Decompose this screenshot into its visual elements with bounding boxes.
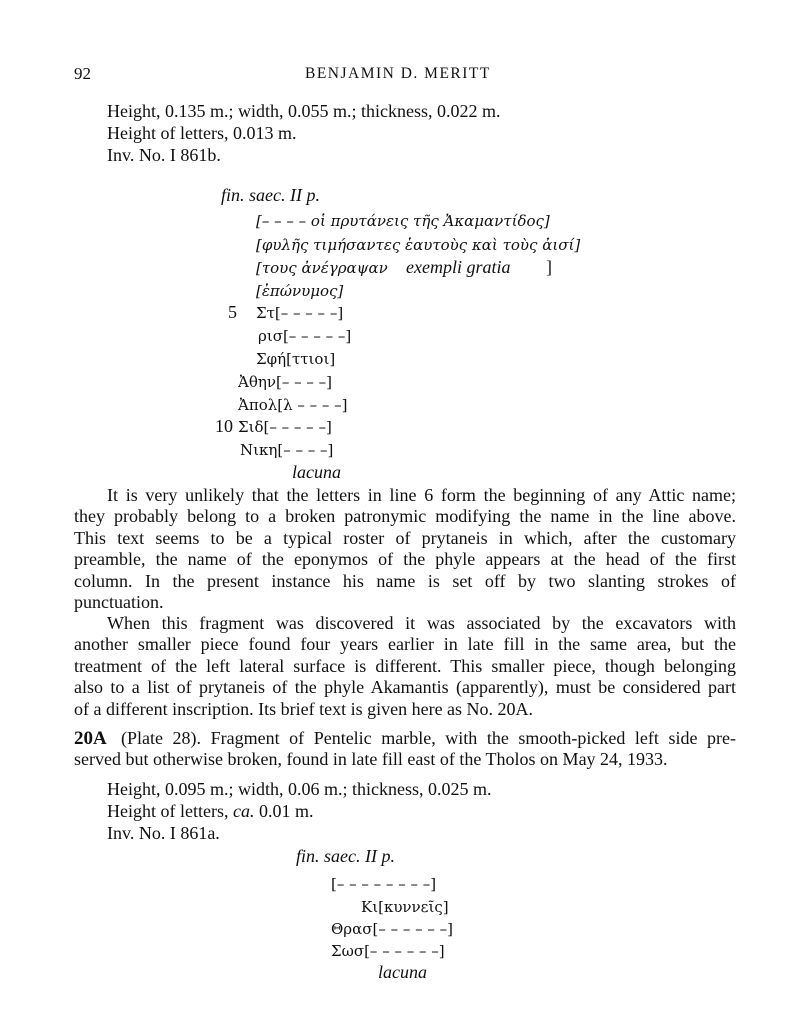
text-line: they probably belong to a broken patronymic modifying the name in the line above.	[74, 506, 736, 527]
inscription-line: [– – – – – – – –]	[331, 875, 437, 893]
inscription-line: [τους ἀνέγραψαν	[256, 259, 388, 277]
text-line: This text seems to be a typical roster of prytaneis in which, after the customary	[74, 527, 736, 548]
letter-height-20a	[107, 801, 313, 822]
entry-description-20a-cont	[74, 749, 736, 770]
line-number: 5	[228, 302, 237, 322]
inscription-line: ρισ[– – – – –]	[258, 327, 352, 345]
dimensions-20: Height, 0.135 m.; width, 0.055 m.; thickness, 0.022 m.	[107, 101, 501, 121]
lacuna-20: lacuna	[292, 462, 341, 482]
lacuna-20a: lacuna	[378, 962, 427, 982]
text-line: When this fragment was discovered it was associated by the excavators with	[107, 613, 736, 633]
letter-height-prefix: Height of letters,	[107, 801, 229, 821]
exempli-gratia: exempli gratia	[406, 257, 511, 277]
text-line: (Plate 28). Fragment of Pentelic marble, with the smooth-picked left side pre-	[121, 728, 736, 748]
inscription-line: Κι[κυννεῖς]	[361, 898, 449, 916]
page-number: 92	[74, 64, 91, 83]
inscription-line: Ἀπολ[λ – – – –]	[238, 396, 348, 414]
text-line: another smaller piece found four years earlier in late fill in the same area, but the	[74, 634, 736, 655]
inscription-line: [ἐπώνυμος]	[256, 282, 344, 300]
inscription-line: Σφή[ττιοι]	[256, 350, 336, 368]
inscription-line: [φυλῆς τιμήσαντες ἑαυτοὺς καὶ τοὺς ἀισί]	[256, 236, 581, 254]
text-line: of a different inscription. Its brief text is given here as No. 20A.	[74, 698, 534, 719]
dimensions-20a: Height, 0.095 m.; width, 0.06 m.; thickness, 0.025 m.	[107, 779, 492, 799]
line-number: 10	[215, 416, 233, 436]
entry-label-20a: 20A	[74, 728, 107, 749]
commentary-paragraph-1	[74, 485, 736, 613]
inscription-line: Νικη[– – – –]	[240, 441, 334, 459]
commentary-paragraph-2	[74, 613, 736, 720]
inscription-line: Στ[– – – – –]	[256, 304, 344, 322]
letter-height-value: 0.01 m.	[258, 801, 314, 821]
text-line: column. In the present instance his name is set off by two slanting strokes of	[74, 570, 736, 591]
text-line: It is very unlikely that the letters in line 6 form the beginning of any Attic name;	[107, 485, 736, 505]
inventory-20: Inv. No. I 861b.	[107, 145, 221, 165]
inscription-line: [– – – – οἱ πρυτάνεις τῆς Ἀκαμαντίδος]	[256, 212, 550, 230]
text-line: punctuation.	[74, 591, 164, 612]
closing-bracket: ]	[546, 257, 552, 277]
text-line: preamble, the name of the eponymos of the phyle appears at the head of the first	[74, 549, 736, 570]
date-20a: fin. saec. II p.	[296, 846, 395, 866]
text-line: also to a list of prytaneis of the phyle Akamantis (apparently), must be considered part	[74, 677, 736, 698]
text-line: served but otherwise broken, found in late fill east of the Tholos on May 24, 1933.	[74, 749, 668, 769]
inscription-line: Σιδ[– – – – –]	[238, 418, 332, 436]
letter-height-ca: ca.	[232, 801, 255, 821]
inscription-line: Σωσ[– – – – – –]	[331, 942, 445, 960]
text-line: treatment of the left lateral surface is different. This smaller piece, though belonging	[74, 655, 736, 676]
inscription-line: Θρασ[– – – – – –]	[331, 920, 454, 938]
inscription-line: Ἀθην[– – – –]	[238, 373, 332, 391]
date-20: fin. saec. II p.	[221, 185, 320, 205]
entry-description-20a	[121, 728, 736, 749]
inventory-20a: Inv. No. I 861a.	[107, 823, 220, 843]
letter-height-20: Height of letters, 0.013 m.	[107, 123, 297, 143]
running-head: BENJAMIN D. MERITT	[305, 65, 491, 82]
